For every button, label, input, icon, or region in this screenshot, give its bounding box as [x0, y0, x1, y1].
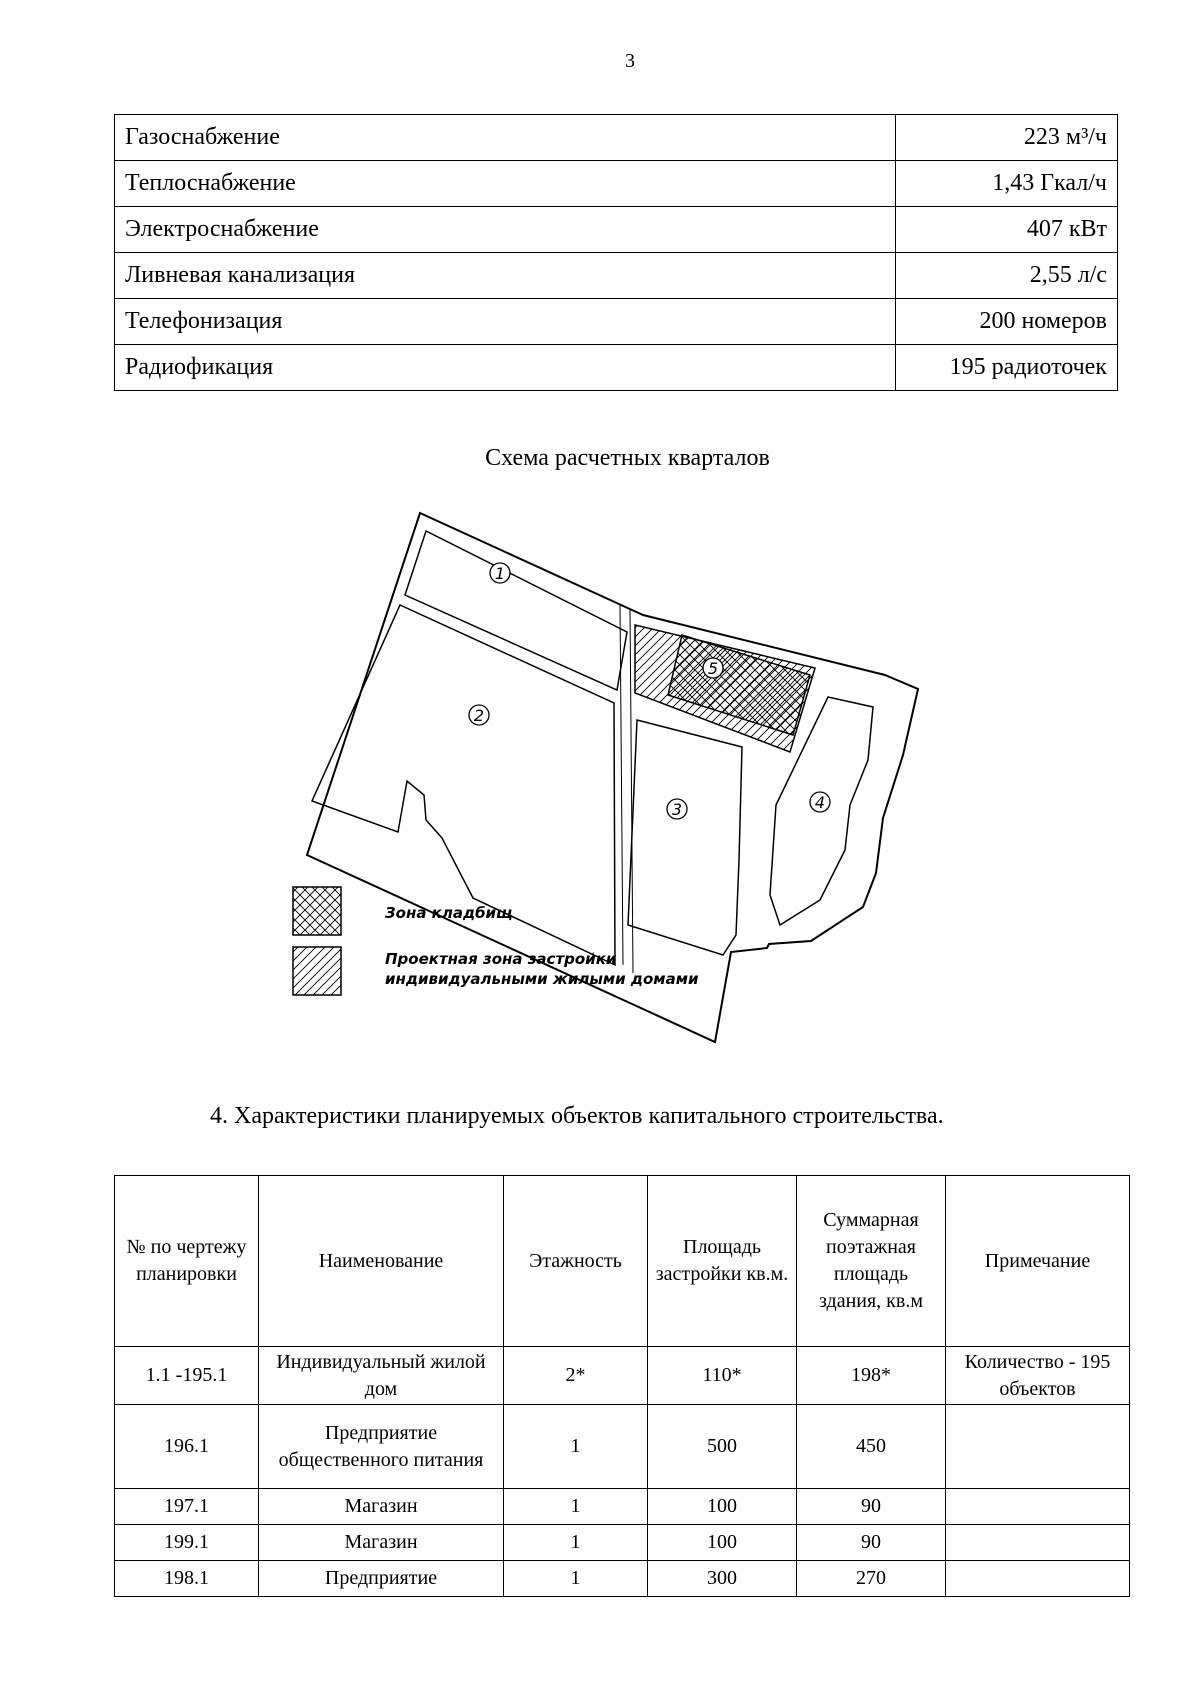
- block-3-outline: [628, 720, 742, 955]
- table-cell: 198.1: [115, 1561, 259, 1597]
- legend-cemetery-swatch: [293, 887, 341, 935]
- svg-text:3: 3: [671, 800, 683, 819]
- utility-value: 195 радиоточек: [896, 345, 1118, 391]
- table-row: [115, 115, 1118, 161]
- table-cell: 100: [648, 1525, 797, 1561]
- section-title: 4. Характеристики планируемых объектов капитального строительства.: [210, 1103, 944, 1129]
- table-cell: 198*: [797, 1347, 946, 1405]
- block-marker-2: [469, 705, 489, 725]
- table-row: [115, 1405, 1130, 1489]
- svg-text:5: 5: [707, 659, 719, 678]
- column-header: Площадь застройки кв.м.: [648, 1176, 797, 1347]
- table-cell: 270: [797, 1561, 946, 1597]
- table-row: [115, 1525, 1130, 1561]
- utility-name: Газоснабжение: [115, 115, 896, 161]
- table-cell: 1: [504, 1405, 648, 1489]
- utility-value: 223 м³/ч: [896, 115, 1118, 161]
- utility-value: 2,55 л/с: [896, 253, 1118, 299]
- utility-name: Теплоснабжение: [115, 161, 896, 207]
- table-cell: [946, 1489, 1130, 1525]
- scheme-title: Схема расчетных кварталов: [485, 445, 770, 471]
- block-marker-1: [490, 563, 510, 583]
- table-cell: 1.1 -195.1: [115, 1347, 259, 1405]
- table-cell: 300: [648, 1561, 797, 1597]
- utility-value: 1,43 Гкал/ч: [896, 161, 1118, 207]
- objects-table: [114, 1175, 1130, 1597]
- table-header-row: [115, 1176, 1130, 1347]
- table-cell: Индивидуальный жилой дом: [259, 1347, 504, 1405]
- table-cell: [946, 1561, 1130, 1597]
- table-cell: Предприятие общественного питания: [259, 1405, 504, 1489]
- table-cell: 500: [648, 1405, 797, 1489]
- utility-name: Ливневая канализация: [115, 253, 896, 299]
- table-row: [115, 207, 1118, 253]
- legend-cemetery-label: Зона кладбищ: [385, 904, 513, 922]
- svg-text:1: 1: [494, 564, 506, 583]
- block-1-outline: [405, 531, 627, 690]
- column-header: № по чертежу планировки: [115, 1176, 259, 1347]
- legend-housing-label: индивидуальными жилыми домами: [385, 970, 699, 988]
- block-marker-4: [810, 792, 830, 812]
- utility-value: 407 кВт: [896, 207, 1118, 253]
- table-cell: Предприятие: [259, 1561, 504, 1597]
- table-cell: 197.1: [115, 1489, 259, 1525]
- table-row: [115, 1561, 1130, 1597]
- svg-text:4: 4: [814, 793, 826, 812]
- table-row: [115, 1489, 1130, 1525]
- column-header: Этажность: [504, 1176, 648, 1347]
- blocks-scheme-diagram: [290, 505, 1010, 1065]
- table-cell: 110*: [648, 1347, 797, 1405]
- column-header: Примечание: [946, 1176, 1130, 1347]
- legend-housing-label: Проектная зона застройки: [385, 950, 617, 968]
- table-row: [115, 299, 1118, 345]
- utility-name: Телефонизация: [115, 299, 896, 345]
- block-marker-5: [703, 658, 723, 678]
- page-number: 3: [625, 50, 635, 72]
- table-row: [115, 253, 1118, 299]
- utility-value: 200 номеров: [896, 299, 1118, 345]
- table-cell: 196.1: [115, 1405, 259, 1489]
- table-cell: 1: [504, 1561, 648, 1597]
- legend-housing-swatch: [293, 947, 341, 995]
- table-row: [115, 345, 1118, 391]
- table-cell: 1: [504, 1489, 648, 1525]
- utilities-table: [114, 114, 1118, 391]
- table-cell: Количество - 195 объектов: [946, 1347, 1130, 1405]
- column-header: Наименование: [259, 1176, 504, 1347]
- utility-name: Радиофикация: [115, 345, 896, 391]
- utility-name: Электроснабжение: [115, 207, 896, 253]
- table-row: [115, 1347, 1130, 1405]
- street-line: [630, 609, 633, 973]
- table-cell: 1: [504, 1525, 648, 1561]
- block-marker-3: [667, 799, 687, 819]
- table-cell: 199.1: [115, 1525, 259, 1561]
- table-cell: Магазин: [259, 1525, 504, 1561]
- table-cell: 2*: [504, 1347, 648, 1405]
- table-cell: 450: [797, 1405, 946, 1489]
- table-cell: [946, 1525, 1130, 1561]
- svg-text:2: 2: [473, 706, 485, 725]
- table-cell: Магазин: [259, 1489, 504, 1525]
- column-header: Суммарная поэтажная площадь здания, кв.м: [797, 1176, 946, 1347]
- table-cell: [946, 1405, 1130, 1489]
- table-cell: 90: [797, 1489, 946, 1525]
- table-row: [115, 161, 1118, 207]
- table-cell: 100: [648, 1489, 797, 1525]
- table-cell: 90: [797, 1525, 946, 1561]
